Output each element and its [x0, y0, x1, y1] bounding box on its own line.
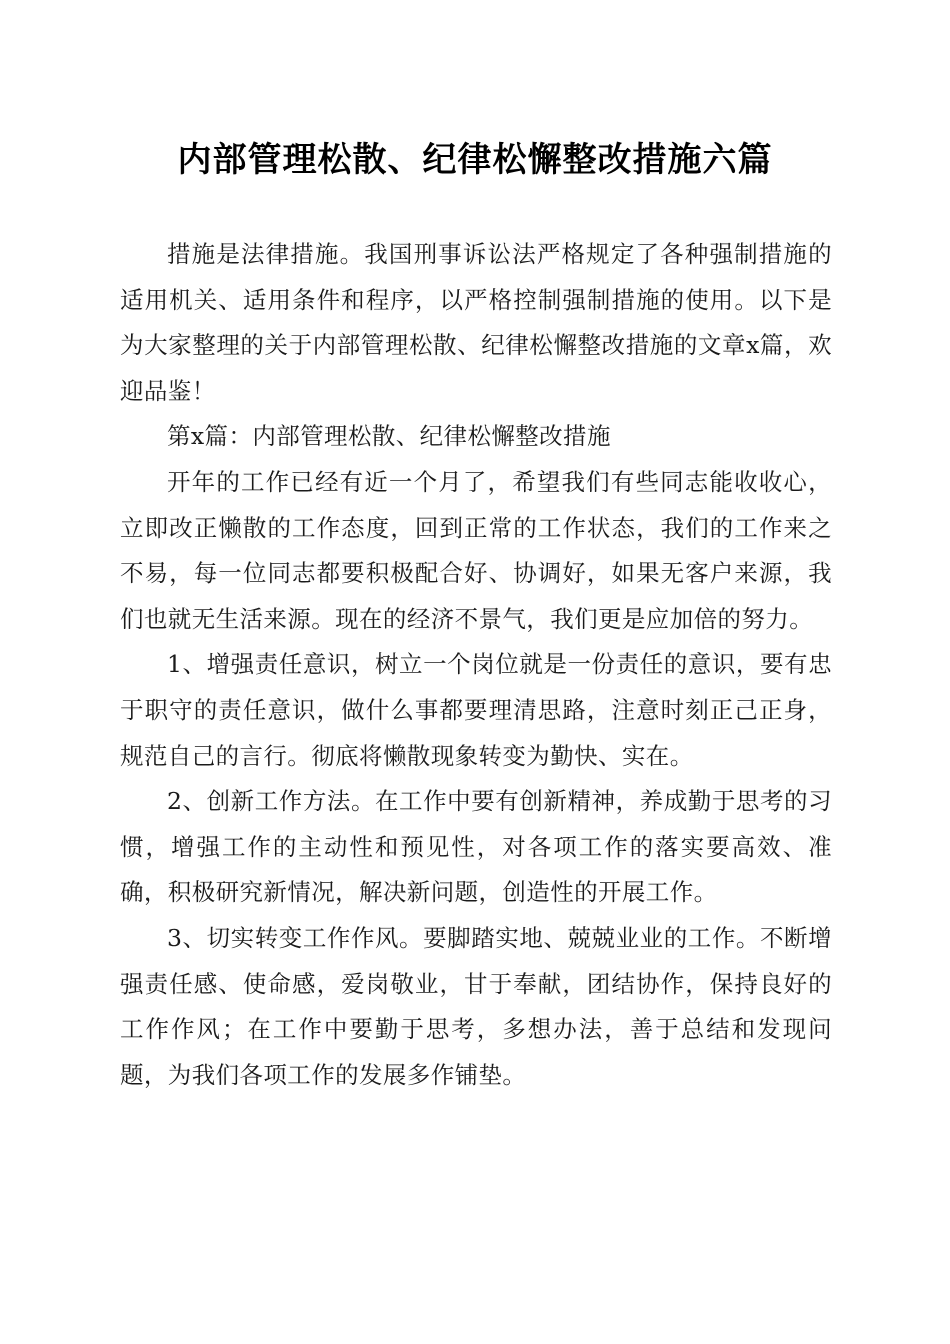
document-title: 内部管理松散、纪律松懈整改措施六篇	[177, 140, 773, 180]
paragraph-point-3: 3、切实转变工作作风。要脚踏实地、兢兢业业的工作。不断增强责任感、使命感，爱岗敬业，甘于奉献，团结协作，保持良好的工作作风；在工作中要勤于思考，多想办法，善于总结和发现问题，为我们各项工作的发展多作铺垫。	[120, 923, 832, 1089]
paragraph-point-1: 1、增强责任意识，树立一个岗位就是一份责任的意识，要有忠于职守的责任意识，做什么事都要理清思路，注意时刻正己正身，规范自己的言行。彻底将懒散现象转变为勤快、实在。	[120, 650, 832, 770]
paragraph-section-heading: 第x篇：内部管理松散、纪律松懈整改措施	[167, 422, 611, 451]
paragraph-point-2: 2、创新工作方法。在工作中要有创新精神，养成勤于思考的习惯，增强工作的主动性和预见性，对各项工作的落实要高效、准确，积极研究新情况，解决新问题，创造性的开展工作。	[120, 787, 832, 907]
paragraph-opening: 开年的工作已经有近一个月了，希望我们有些同志能收收心，立即改正懒散的工作态度，回到正常的工作状态，我们的工作来之不易，每一位同志都要积极配合好、协调好，如果无客户来源，我们也就无生活来源。现在的经济不景气，我们更是应加倍的努力。	[120, 467, 832, 633]
document-body	[120, 232, 832, 1098]
paragraph-intro: 措施是法律措施。我国刑事诉讼法严格规定了各种强制措施的适用机关、适用条件和程序，以严格控制强制措施的使用。以下是为大家整理的关于内部管理松散、纪律松懈整改措施的文章x篇，欢迎品鉴！	[120, 240, 832, 405]
